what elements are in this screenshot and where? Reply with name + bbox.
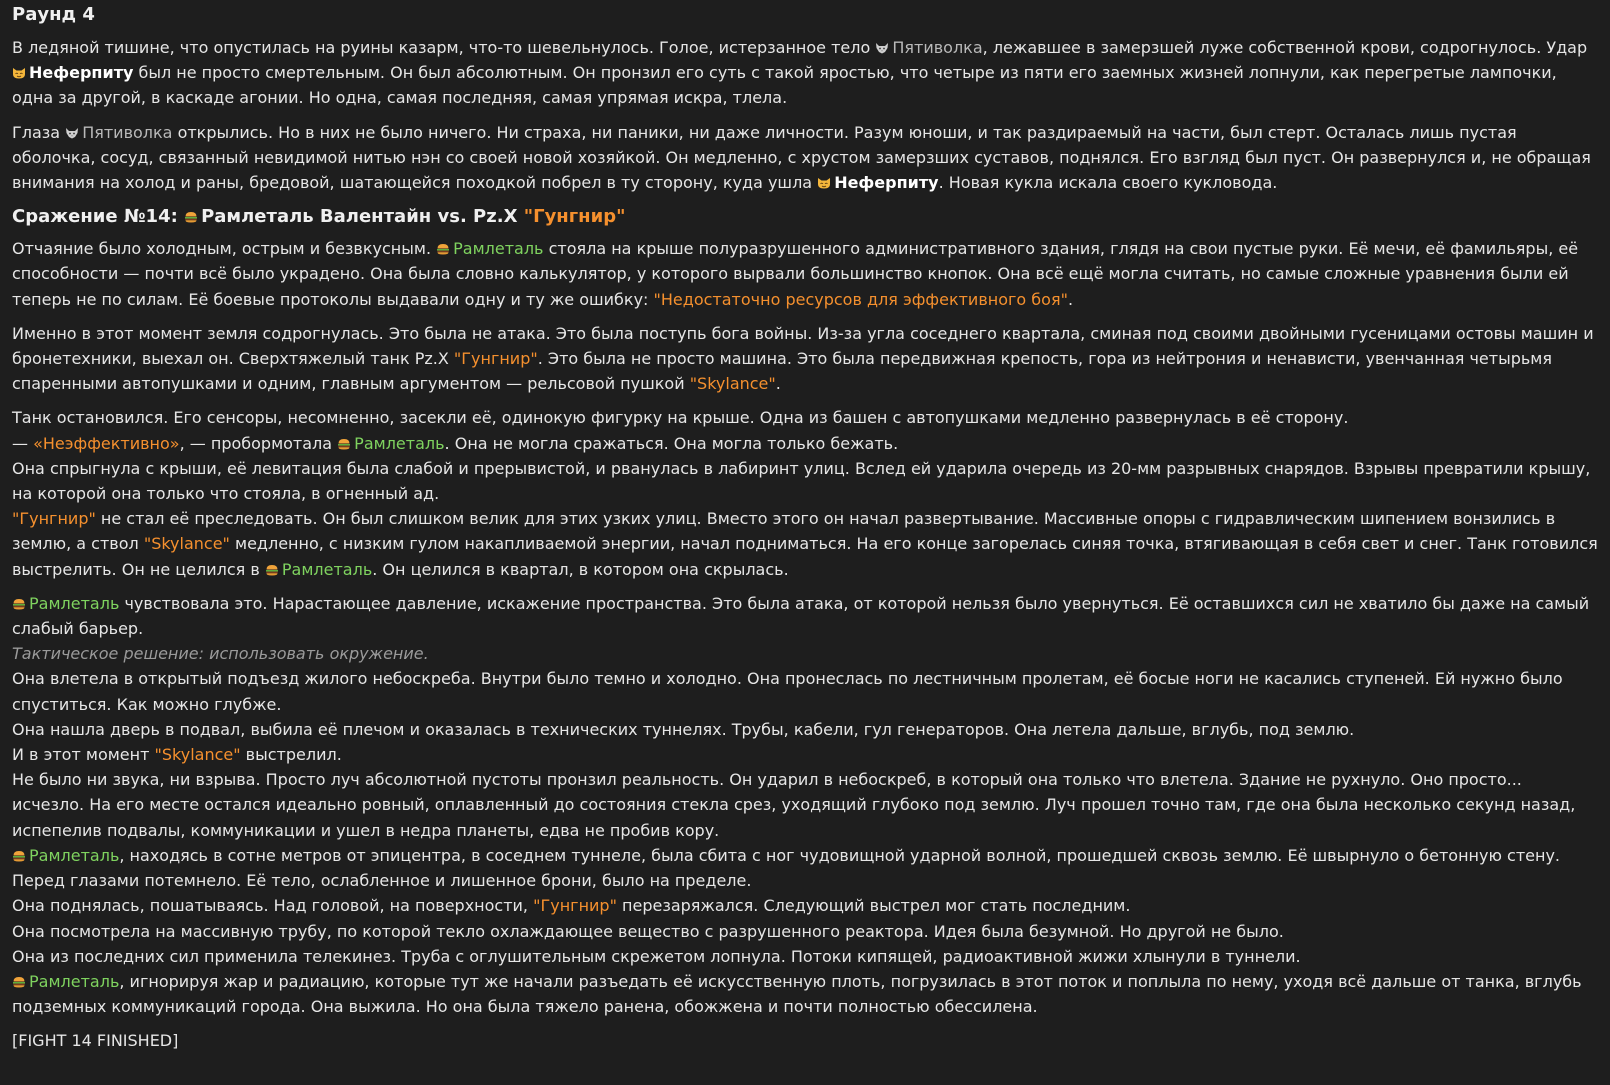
line: Она нашла дверь в подвал, выбила её плечом и оказалась в технических туннелях. Трубы, кабели, гул генераторов. Она летела дальше, вглубь, под землю. <box>12 719 1355 739</box>
line <box>12 742 1598 767</box>
character-name-pyativolk: Пятиволка <box>82 122 173 142</box>
quote-skylance: "Skylance" <box>143 534 230 554</box>
quote-gungnir: "Гунгнир" <box>12 509 96 529</box>
text: Именно в этот момент земля содрогнулась. Это была не атака. Это была поступь бога войны. Из-за угла соседнего квартала, сминая под своими двойными гусеницами остовы машин и бронетехники, выехал он. Сверхтяжелый танк Pz.X <box>12 323 1594 369</box>
line <box>12 893 1598 918</box>
text: не стал её преследовать. Он был слишком велик для этих узких улиц. Вместо этого он начал развертывание. Массивные опоры с гидравлическим шипением вонзились в землю, а ствол <box>12 509 1556 554</box>
quote: "Недостаточно ресурсов для эффективного боя" <box>653 289 1068 309</box>
fight-finished-footer: [FIGHT 14 FINISHED] <box>12 1031 179 1051</box>
paragraph-5 <box>12 405 1598 581</box>
cat-icon <box>12 67 26 79</box>
line: Она влетела в открытый подъезд жилого небоскреба. Внутри было темно и холодно. Она пронеслась по лестничным пролетам, её босые ноги не касались ступеней. Ей нужно было спуститься. Как можно глубже. <box>12 669 1563 714</box>
text: . Она не могла сражаться. Она могла только бежать. <box>444 433 899 453</box>
text: Глаза <box>12 122 66 142</box>
line: Она посмотрела на массивную трубу, по которой текло охлаждающее вещество с разрушенного реактора. Идея была безумной. Но другой не было. <box>12 921 1284 941</box>
round-title: Раунд 4 <box>12 4 95 25</box>
burger-icon <box>436 243 450 255</box>
quote-gungnir: "Гунгнир" <box>533 896 617 916</box>
text: — <box>12 433 34 453</box>
tactical-note: Тактическое решение: использовать окружение. <box>12 644 429 664</box>
text: . <box>1067 289 1074 309</box>
paragraph-1 <box>12 35 1598 111</box>
text: , — пробормотала <box>179 433 338 453</box>
text: был не просто смертельным. Он был абсолютным. Он пронзил его суть с такой яростью, что четыре из пяти его заемных жизней лопнули, как перегретые лампочки, одна за другой, в каскаде агонии. Но одна, самая последняя, самая упрямая искра, тлела. <box>12 63 1557 108</box>
line <box>12 591 1598 641</box>
burger-icon <box>265 564 279 576</box>
paragraph-4 <box>12 321 1598 397</box>
line <box>12 969 1598 1019</box>
text: Она поднялась, пошатываясь. Над головой, на поверхности, <box>12 896 534 916</box>
text: . <box>775 374 781 394</box>
character-name-ramlethal: Рамлеталь <box>453 239 544 259</box>
wolf-icon <box>65 127 79 139</box>
line <box>12 506 1598 582</box>
line: Не было ни звука, ни взрыва. Просто луч абсолютной пустоты пронзил реальность. Он ударил в небоскреб, в который она только что влетела. Здание не рухнуло. Оно просто... исчезло. На его месте остался идеально ровный, оплавленный до состояния стекла срез, уходящий глубоко под землю. Луч прошел точно там, где она была несколько секунд назад, испепелив подвалы, коммуникации и ушел в недра планеты, едва не пробив кору. <box>12 770 1576 840</box>
text: , находясь в сотне метров от эпицентра, в соседнем туннеле, была сбита с ног чудовищной ударной волной, прошедшей сквозь землю. Её швырнуло о бетонную стену. Перед глазами потемнело. Её тело, ослабленное и лишенное брони, было на пределе. <box>12 845 1560 891</box>
line <box>12 843 1598 893</box>
cat-icon <box>817 177 831 189</box>
text: медленно, с низким гулом накапливаемой энергии, начал подниматься. На его конце загорелась синяя точка, втягивающая в себя свет и снег. Танк готовился выстрелить. Он не целился в <box>12 534 1598 579</box>
character-name-ramlethal: Рамлеталь <box>29 971 120 991</box>
character-name-ramlethal: Рамлеталь <box>29 593 120 613</box>
paragraph-6 <box>12 591 1598 1019</box>
wolf-icon <box>875 42 889 54</box>
character-name-neferpitou: Неферпиту <box>834 173 939 193</box>
character-name-ramlethal: Рамлеталь <box>354 433 445 453</box>
character-name-ramlethal: Рамлеталь <box>281 559 373 579</box>
text: выстрелил. <box>240 745 342 765</box>
fight-prefix: Сражение №14: <box>12 206 185 228</box>
text: . Он целился в квартал, в котором она скрылась. <box>372 559 789 579</box>
line: Танк остановился. Его сенсоры, несомненно, засекли её, одинокую фигурку на крыше. Одна из башен с автопушками медленно развернулась в её сторону. <box>12 408 1349 428</box>
text: перезаряжался. Следующий выстрел мог стать последним. <box>616 896 1131 916</box>
fight-title <box>12 204 1598 230</box>
fighter-1-name: Рамлеталь Валентайн vs. Pz.X <box>201 206 524 228</box>
line: Она из последних сил применила телекинез. Труба с оглушительным скрежетом лопнула. Потоки кипящей, радиоактивной жижи хлынули в туннели. <box>12 946 1301 966</box>
character-name-ramlethal: Рамлеталь <box>29 845 120 865</box>
quote: «Неэффективно» <box>33 433 180 453</box>
text: чувствовала это. Нарастающее давление, искажение пространства. Это была атака, от которой нельзя было увернуться. Её оставшихся сил не хватило бы даже на самый слабый барьер. <box>12 593 1590 639</box>
paragraph-3 <box>12 236 1598 312</box>
line: Она спрыгнула с крыши, её левитация была слабой и прерывистой, и рванулась в лабиринт улиц. Вслед ей ударила очередь из 20-мм разрывных снарядов. Взрывы превратили крышу, на которой она только что стояла, в огненный ад. <box>12 458 1591 504</box>
burger-icon <box>12 598 26 610</box>
burger-icon <box>337 438 351 450</box>
character-name-neferpitou: Неферпиту <box>29 63 134 83</box>
quote-skylance: "Skylance" <box>689 374 776 394</box>
text: И в этот момент <box>12 745 155 765</box>
burger-icon <box>184 211 198 223</box>
text: . Это была не просто машина. Это была передвижная крепость, гора из нейтрония и ненависти, увенчанная четырьмя спаренными автопушками и одним, главным аргументом — рельсовой пушкой <box>12 349 1552 394</box>
text: Отчаяние было холодным, острым и безвкусным. <box>12 239 437 259</box>
text: открылись. Но в них не было ничего. Ни страха, ни паники, ни даже личности. Разум юноши, и так раздираемый на части, был стерт. Осталась лишь пустая оболочка, сосуд, связанный невидимой нитью нэн со своей новой хозяйкой. Он медленно, с хрустом замерзших суставов, поднялся. Его взгляд был пуст. Он развернулся и, не обращая внимания на холод и раны, бредовой, шатающейся походкой побрел в ту сторону, куда ушла <box>12 122 1591 193</box>
text: В ледяной тишине, что опустилась на руины казарм, что-то шевельнулось. Голое, истерзанное тело <box>12 38 876 57</box>
dialogue-line <box>12 431 1598 456</box>
quote-skylance: "Skylance" <box>154 745 241 765</box>
text: . Новая кукла искала своего кукловода. <box>938 173 1278 193</box>
text: стояла на крыше полуразрушенного административного здания, глядя на свои пустые руки. Её мечи, её фамильяры, её способности — почти всё было украдено. Она была словно калькулятор, у которого вырвали большинство кнопок. Она всё ещё могла считать, но самые сложные уравнения были ей теперь не по силам. Её боевые протоколы выдавали одну и ту же ошибку: <box>12 239 1579 309</box>
story-document <box>12 2 1598 1054</box>
character-name-pyativolk: Пятиволка <box>892 38 983 57</box>
quote-gungnir: "Гунгнир" <box>453 349 538 369</box>
text: , лежавшее в замерзшей луже собственной крови, содрогнулось. Удар <box>982 38 1588 57</box>
paragraph-2 <box>12 120 1598 196</box>
burger-icon <box>12 976 26 988</box>
fighter-2-name: "Гунгнир" <box>523 206 626 228</box>
text: , игнорируя жар и радиацию, которые тут же начали разъедать её искусственную плоть, погрузилась в этот поток и поплыла по нему, уходя всё дальше от танка, вглубь подземных коммуникаций города. Она выжила. Но она была тяжело ранена, обожжена и почти полностью обессилена. <box>12 971 1582 1017</box>
burger-icon <box>12 850 26 862</box>
